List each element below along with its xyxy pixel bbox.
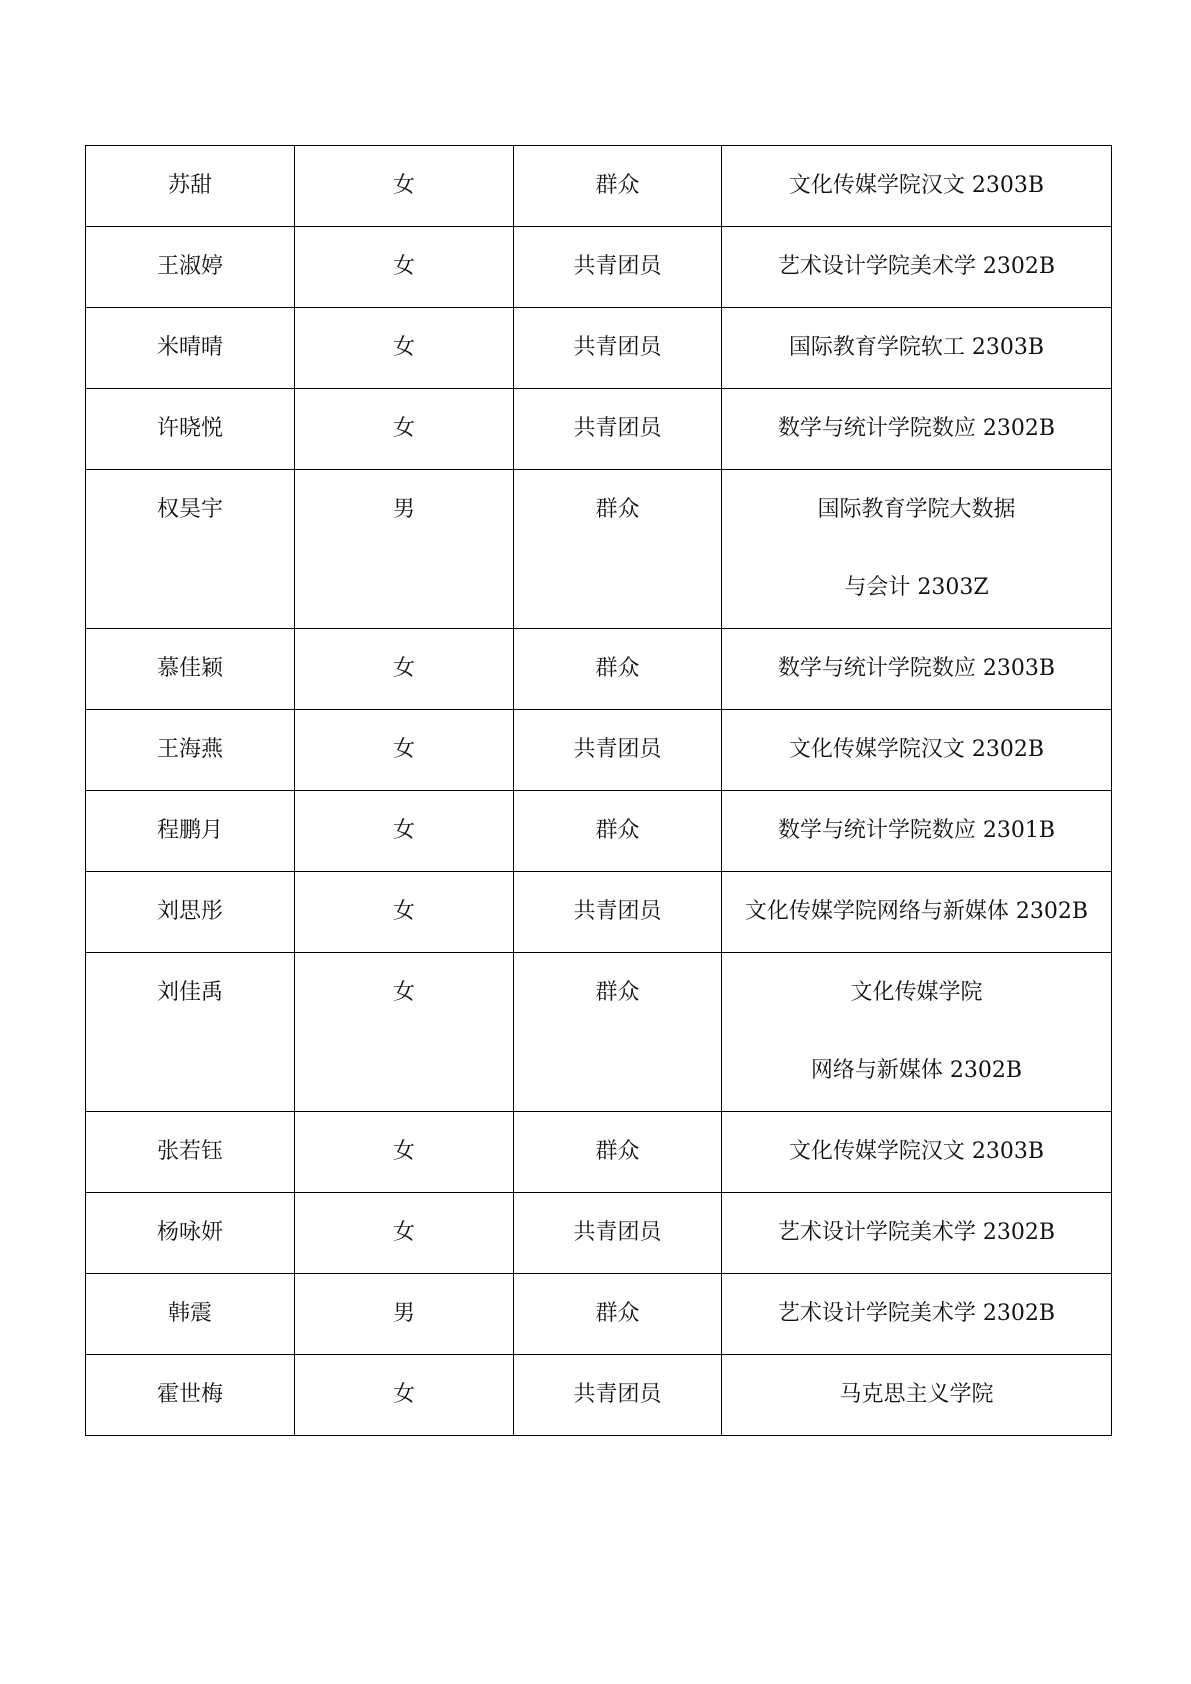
class-cell-line: 艺术设计学院美术学 2302B	[777, 1301, 1056, 1326]
table-row	[86, 953, 1112, 1112]
political-status-cell	[514, 1193, 722, 1274]
name-cell-text: 刘思彤	[156, 899, 223, 924]
political-status-cell-text: 群众	[595, 980, 640, 1005]
gender-cell	[295, 308, 514, 389]
name-cell-text: 苏甜	[167, 173, 212, 198]
political-status-cell-text: 群众	[595, 1301, 640, 1326]
political-status-cell	[514, 791, 722, 872]
gender-cell	[295, 1112, 514, 1193]
name-cell-text: 许晓悦	[156, 416, 223, 441]
gender-cell	[295, 791, 514, 872]
political-status-cell-text: 共青团员	[573, 254, 662, 279]
political-status-cell	[514, 146, 722, 227]
class-cell-line: 数学与统计学院数应 2303B	[777, 656, 1056, 681]
name-cell	[86, 872, 295, 953]
name-cell-text: 张若钰	[156, 1139, 223, 1164]
class-cell	[722, 1193, 1112, 1274]
name-cell	[86, 389, 295, 470]
class-cell-line: 文化传媒学院网络与新媒体 2302B	[744, 899, 1089, 924]
gender-cell	[295, 470, 514, 629]
name-cell-text: 米晴晴	[156, 335, 223, 360]
gender-cell-text: 男	[392, 1301, 415, 1326]
name-cell	[86, 791, 295, 872]
political-status-cell-text: 群众	[595, 173, 640, 198]
political-status-cell-text: 群众	[595, 1139, 640, 1164]
political-status-cell	[514, 308, 722, 389]
class-cell-line: 文化传媒学院汉文 2303B	[788, 173, 1045, 198]
political-status-cell	[514, 710, 722, 791]
gender-cell-text: 男	[392, 497, 415, 522]
gender-cell	[295, 146, 514, 227]
table-row	[86, 308, 1112, 389]
name-cell-text: 程鹏月	[156, 818, 223, 843]
table-row	[86, 470, 1112, 629]
political-status-cell-text: 群众	[595, 656, 640, 681]
political-status-cell	[514, 470, 722, 629]
class-cell-line: 艺术设计学院美术学 2302B	[777, 1220, 1056, 1245]
class-cell	[722, 629, 1112, 710]
political-status-cell	[514, 227, 722, 308]
political-status-cell	[514, 872, 722, 953]
name-cell	[86, 146, 295, 227]
name-cell-text: 慕佳颖	[156, 656, 223, 681]
gender-cell-text: 女	[392, 656, 415, 681]
gender-cell-text: 女	[392, 335, 415, 360]
class-cell-line: 文化传媒学院汉文 2302B	[788, 737, 1045, 762]
gender-cell	[295, 629, 514, 710]
class-cell	[722, 1112, 1112, 1193]
political-status-cell-text: 群众	[595, 497, 640, 522]
class-cell-line: 文化传媒学院汉文 2303B	[788, 1139, 1045, 1164]
class-cell	[722, 710, 1112, 791]
gender-cell-text: 女	[392, 818, 415, 843]
name-cell	[86, 470, 295, 629]
table-row	[86, 1193, 1112, 1274]
class-cell	[722, 953, 1112, 1112]
class-cell	[722, 389, 1112, 470]
gender-cell-text: 女	[392, 980, 415, 1005]
political-status-cell-text: 共青团员	[573, 737, 662, 762]
class-cell	[722, 146, 1112, 227]
name-cell-text: 王海燕	[156, 737, 223, 762]
name-cell	[86, 710, 295, 791]
gender-cell-text: 女	[392, 1220, 415, 1245]
name-cell-text: 王淑婷	[156, 254, 223, 279]
gender-cell	[295, 1355, 514, 1436]
political-status-cell-text: 共青团员	[573, 899, 662, 924]
political-status-cell-text: 共青团员	[573, 1220, 662, 1245]
name-cell	[86, 227, 295, 308]
political-status-cell	[514, 389, 722, 470]
political-status-cell-text: 共青团员	[573, 335, 662, 360]
gender-cell-text: 女	[392, 1139, 415, 1164]
table-row	[86, 872, 1112, 953]
gender-cell	[295, 710, 514, 791]
class-cell	[722, 1355, 1112, 1436]
table-row	[86, 389, 1112, 470]
name-cell-text: 霍世梅	[156, 1382, 223, 1407]
political-status-cell-text: 共青团员	[573, 1382, 662, 1407]
gender-cell-text: 女	[392, 737, 415, 762]
class-cell-line: 国际教育学院软工 2303B	[788, 335, 1045, 360]
name-cell	[86, 1193, 295, 1274]
name-cell-text: 韩震	[167, 1301, 212, 1326]
political-status-cell	[514, 629, 722, 710]
class-cell	[722, 791, 1112, 872]
class-cell	[722, 227, 1112, 308]
name-cell	[86, 1112, 295, 1193]
name-cell	[86, 1274, 295, 1355]
gender-cell	[295, 227, 514, 308]
political-status-cell-text: 群众	[595, 818, 640, 843]
name-cell-text: 杨咏妍	[156, 1220, 223, 1245]
gender-cell-text: 女	[392, 1382, 415, 1407]
table-row	[86, 1355, 1112, 1436]
class-cell-line: 艺术设计学院美术学 2302B	[777, 254, 1056, 279]
table-row	[86, 1112, 1112, 1193]
name-cell	[86, 1355, 295, 1436]
name-cell	[86, 308, 295, 389]
gender-cell-text: 女	[392, 254, 415, 279]
table-row	[86, 146, 1112, 227]
table-row	[86, 1274, 1112, 1355]
table-row	[86, 227, 1112, 308]
class-cell-line: 网络与新媒体 2302B	[810, 1058, 1023, 1083]
name-cell-text: 权昊宇	[156, 497, 223, 522]
class-cell-line: 文化传媒学院	[850, 980, 983, 1005]
gender-cell-text: 女	[392, 899, 415, 924]
gender-cell-text: 女	[392, 416, 415, 441]
political-status-cell	[514, 1355, 722, 1436]
gender-cell	[295, 872, 514, 953]
gender-cell	[295, 1193, 514, 1274]
political-status-cell-text: 共青团员	[573, 416, 662, 441]
gender-cell	[295, 389, 514, 470]
political-status-cell	[514, 1112, 722, 1193]
class-cell-line: 与会计 2303Z	[844, 575, 989, 600]
class-cell	[722, 1274, 1112, 1355]
class-cell	[722, 872, 1112, 953]
roster-body	[86, 146, 1112, 1436]
gender-cell-text: 女	[392, 173, 415, 198]
class-cell	[722, 308, 1112, 389]
table-row	[86, 710, 1112, 791]
class-cell-line: 国际教育学院大数据	[817, 497, 1016, 522]
class-cell-line: 马克思主义学院	[839, 1382, 994, 1407]
table-row	[86, 629, 1112, 710]
name-cell	[86, 953, 295, 1112]
name-cell	[86, 629, 295, 710]
name-cell-text: 刘佳禹	[156, 980, 223, 1005]
table-row	[86, 791, 1112, 872]
class-cell-line: 数学与统计学院数应 2301B	[777, 818, 1056, 843]
gender-cell	[295, 1274, 514, 1355]
political-status-cell	[514, 953, 722, 1112]
political-status-cell	[514, 1274, 722, 1355]
member-roster-table	[85, 145, 1112, 1436]
class-cell-line: 数学与统计学院数应 2302B	[777, 416, 1056, 441]
class-cell	[722, 470, 1112, 629]
gender-cell	[295, 953, 514, 1112]
